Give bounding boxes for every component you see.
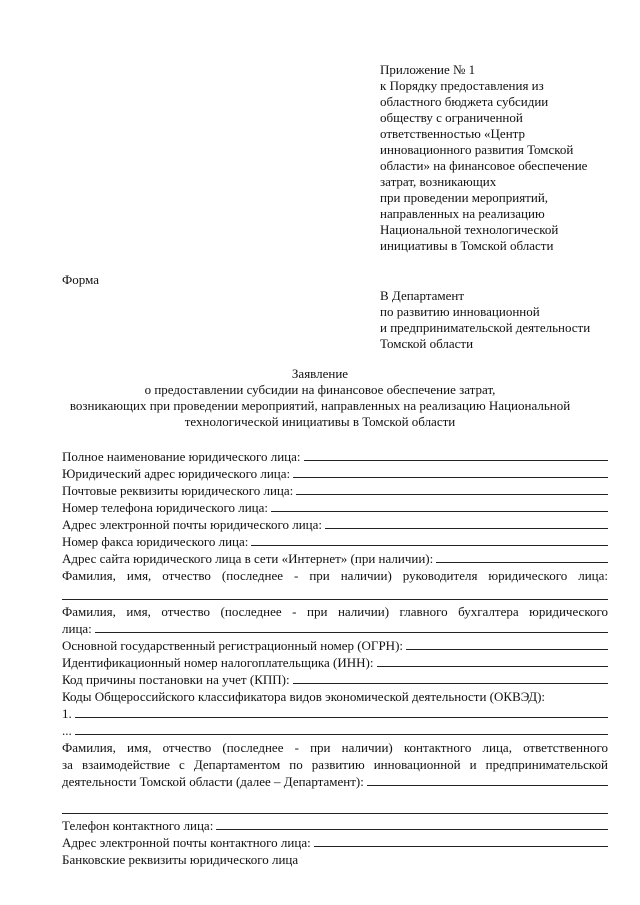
fax-input-line[interactable]: [251, 534, 608, 546]
inn-field: [62, 655, 608, 672]
field-label: Почтовые реквизиты юридического лица:: [62, 483, 294, 498]
appendix-line: к Порядку предоставления из: [380, 78, 544, 93]
email-input-line[interactable]: [325, 517, 608, 529]
ogrn-field: [62, 638, 608, 655]
title-line: о предоставлении субсидии на финансовое обеспечение затрат,: [144, 382, 496, 397]
okved-item-1: [62, 706, 608, 723]
field-label: лица:: [62, 621, 92, 636]
contact-person-block: [62, 740, 608, 791]
phone-field: [62, 500, 608, 517]
appendix-line: инициативы в Томской области: [380, 238, 554, 253]
accountant-label: Фамилия, имя, отчество (последнее - при наличии) главного бухгалтера юридического: [62, 604, 608, 619]
website-field: [62, 551, 608, 568]
okved-item-more: [62, 723, 608, 740]
appendix-line: ответственностью «Центр: [380, 126, 525, 141]
field-label: Адрес электронной почты контактного лица:: [62, 835, 311, 850]
title-line: технологической инициативы в Томской области: [184, 414, 456, 429]
field-label: 1.: [62, 706, 72, 721]
title-line: Заявление: [291, 366, 349, 381]
title-line: возникающих при проведении мероприятий, направленных на реализацию Национальной: [69, 398, 571, 413]
field-label: Идентификационный номер налогоплательщика (ИНН):: [62, 655, 374, 670]
appendix-line: направленных на реализацию: [380, 206, 545, 221]
postal-input-line[interactable]: [296, 483, 608, 495]
ogrn-input-line[interactable]: [406, 638, 608, 650]
form-fields: [62, 449, 608, 869]
appendix-line: Национальной технологической: [380, 222, 559, 237]
appendix-line: при проведении мероприятий,: [380, 190, 549, 205]
inn-input-line[interactable]: [377, 655, 609, 667]
appendix-line: Приложение № 1: [380, 62, 476, 77]
field-label: Основной государственный регистрационный номер (ОГРН):: [62, 638, 404, 653]
spacer: [62, 791, 608, 799]
contact-label-line: Фамилия, имя, отчество (последнее - при наличии) контактного лица, ответственного: [62, 740, 608, 755]
field-label: Банковские реквизиты юридического лица: [62, 852, 299, 867]
appendix-line: области» на финансовое обеспечение: [380, 158, 588, 173]
okved-label-row: [62, 689, 608, 706]
contact-phone-input-line[interactable]: [216, 818, 608, 830]
contact-email-field: [62, 835, 608, 852]
appendix-line: затрат, возникающих: [380, 174, 497, 189]
contact-name-field: [62, 774, 608, 791]
contact-label-line: за взаимодействие с Департаментом по развитию инновационной и предпринимательской: [62, 757, 608, 772]
field-label: Коды Общероссийского классификатора видов экономической деятельности (ОКВЭД):: [62, 689, 546, 704]
department-line: Томской области: [380, 336, 474, 351]
field-label: Адрес сайта юридического лица в сети «Интернет» (при наличии):: [62, 551, 434, 566]
website-input-line[interactable]: [436, 551, 608, 563]
email-field: [62, 517, 608, 534]
kpp-input-line[interactable]: [293, 672, 608, 684]
kpp-field: [62, 672, 608, 689]
field-label: Адрес электронной почты юридического лица:: [62, 517, 322, 532]
fax-field: [62, 534, 608, 551]
field-label: Полное наименование юридического лица:: [62, 449, 301, 464]
field-label: Телефон контактного лица:: [62, 818, 214, 833]
contact-email-input-line[interactable]: [314, 835, 608, 847]
department-addressee: [380, 288, 630, 352]
department-line: и предпринимательской деятельности: [380, 320, 591, 335]
contact-phone-field: [62, 818, 608, 835]
okved-more-input-line[interactable]: [75, 723, 608, 735]
field-label: Юридический адрес юридического лица:: [62, 466, 291, 481]
field-label: Номер факса юридического лица:: [62, 534, 249, 549]
field-label: деятельности Томской области (далее – Департамент):: [62, 774, 364, 789]
appendix-line: обществу с ограниченной: [380, 110, 523, 125]
document-title: [40, 366, 600, 430]
field-label: Код причины постановки на учет (КПП):: [62, 672, 290, 687]
head-name-input-line[interactable]: [62, 585, 608, 600]
contact-name-extra-line[interactable]: [62, 799, 608, 814]
department-line: В Департамент: [380, 288, 465, 303]
legal-address-field: [62, 466, 608, 483]
bank-details-row: [62, 852, 608, 869]
full-name-input-line[interactable]: [304, 449, 609, 461]
field-label: Номер телефона юридического лица:: [62, 500, 268, 515]
field-label: ...: [62, 723, 72, 738]
legal-address-input-line[interactable]: [293, 466, 608, 478]
appendix-block: [380, 62, 630, 254]
phone-input-line[interactable]: [271, 500, 608, 512]
okved-item-1-input-line[interactable]: [75, 706, 608, 718]
accountant-input-line[interactable]: [95, 621, 608, 633]
postal-field: [62, 483, 608, 500]
contact-name-input-line[interactable]: [367, 774, 608, 786]
appendix-line: областного бюджета субсидии: [380, 94, 549, 109]
head-name-label: Фамилия, имя, отчество (последнее - при наличии) руководителя юридического лица:: [62, 568, 608, 583]
department-line: по развитию инновационной: [380, 304, 540, 319]
form-label: Форма: [62, 272, 99, 287]
appendix-line: инновационного развития Томской: [380, 142, 574, 157]
accountant-field: [62, 621, 608, 638]
full-name-field: [62, 449, 608, 466]
